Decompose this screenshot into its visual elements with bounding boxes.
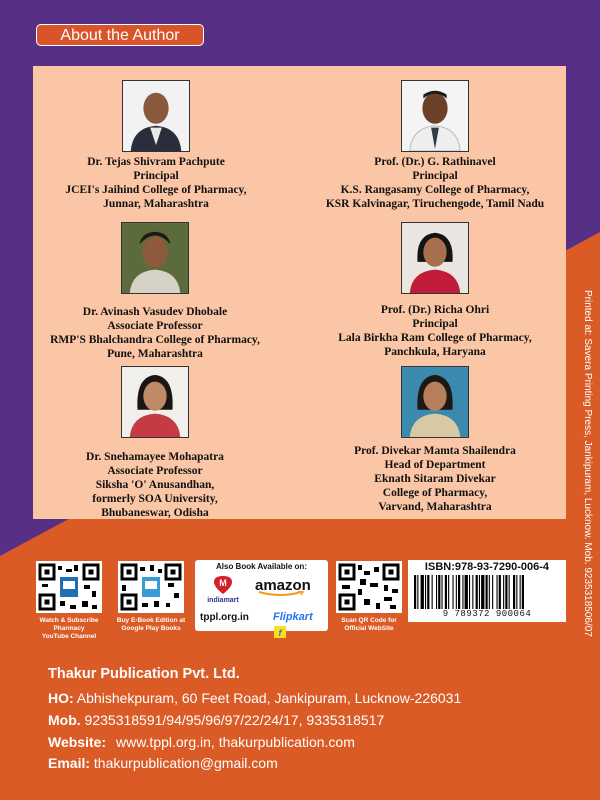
author-affiliation: Bhubaneswar, Odisha: [101, 507, 209, 519]
website-label: Website:: [48, 734, 107, 750]
author-role: Head of Department: [384, 459, 486, 471]
author-role: Associate Professor: [107, 465, 203, 477]
author-info: [5, 305, 305, 361]
author-info: [5, 450, 305, 520]
qr-code-google-books[interactable]: [118, 561, 184, 613]
flipkart-logo[interactable]: [273, 611, 328, 639]
isbn-digits: 9 789372 900064: [442, 609, 532, 619]
indiamart-icon: [212, 575, 234, 595]
mob-label: Mob.: [48, 712, 81, 728]
author-info: [285, 155, 585, 211]
author-affiliation: Pune, Maharashtra: [107, 348, 203, 360]
website-link[interactable]: www.tppl.org.in, thakurpublication.com: [115, 734, 355, 750]
author-affiliation: formerly SOA University,: [92, 493, 218, 505]
author-affiliation: Varvand, Maharashtra: [378, 501, 492, 513]
author-photo: [401, 80, 469, 152]
stores-title: Also Book Available on:: [216, 562, 307, 571]
mob-numbers: 9235318591/94/95/96/97/22/24/17, 9335318517: [84, 712, 385, 728]
author-affiliation: Junnar, Maharashtra: [103, 198, 209, 210]
author-name: Prof. (Dr.) G. Rathinavel: [374, 156, 496, 168]
author-affiliation: Panchkula, Haryana: [384, 346, 486, 358]
isbn-barcode: [408, 560, 566, 622]
author-name: Prof. (Dr.) Richa Ohri: [380, 304, 490, 316]
qr-caption: [329, 617, 409, 633]
author-affiliation: Lala Birkha Ram College of Pharmacy,: [338, 332, 532, 344]
qr-caption: [29, 617, 109, 641]
author-photo: [121, 366, 189, 438]
publisher-email: [48, 755, 278, 771]
author-affiliation: Siksha 'O' Anusandhan,: [95, 479, 215, 491]
flipkart-bag-icon: [273, 623, 287, 639]
publisher-name: Thakur Publication Pvt. Ltd.: [48, 666, 240, 682]
author-affiliation: KSR Kalvinagar, Tiruchengode, Tamil Nadu: [325, 198, 545, 210]
author-photo: [401, 222, 469, 294]
barcode-bars: [414, 575, 560, 609]
printer-note: Printed at: Savera Printing Press, Jankipuram, Lucknow. Mob. 9235318506/07: [582, 290, 593, 637]
qr-code-website[interactable]: [336, 561, 402, 613]
author-photo: [121, 222, 189, 294]
indiamart-label: indiamart: [207, 597, 239, 604]
email-link[interactable]: thakurpublication@gmail.com: [93, 755, 278, 771]
svg-text:M: M: [219, 578, 227, 588]
author-info: [285, 303, 585, 359]
author-info: [6, 155, 306, 211]
publisher-mobile: [48, 712, 384, 728]
qr-caption: [111, 617, 191, 633]
author-affiliation: K.S. Rangasamy College of Pharmacy,: [340, 184, 530, 196]
caption-line: Buy E-Book Edition at: [116, 617, 186, 624]
caption-line: Watch & Subscribe: [39, 617, 99, 624]
author-affiliation: Eknath Sitaram Divekar: [374, 473, 496, 485]
caption-line: Official WebSite: [344, 625, 394, 632]
ho-address: Abhishekpuram, 60 Feet Road, Jankipuram, Lucknow-226031: [76, 690, 462, 706]
email-label: Email:: [48, 755, 91, 771]
author-affiliation: RMP'S Bhalchandra College of Pharmacy,: [50, 334, 260, 346]
author-role: Principal: [133, 170, 179, 182]
about-author-heading: About the Author: [36, 24, 204, 46]
svg-text:f: f: [278, 628, 282, 638]
isbn-label: ISBN:978-93-7290-006-4: [424, 561, 550, 573]
caption-line: Pharmacy: [53, 625, 85, 632]
author-affiliation: JCEI's Jaihind College of Pharmacy,: [65, 184, 247, 196]
author-role: Associate Professor: [107, 320, 203, 332]
ho-label: HO:: [48, 690, 74, 706]
amazon-label: amazon: [255, 577, 311, 594]
author-name: Dr. Avinash Vasudev Dhobale: [82, 306, 228, 318]
author-name: Prof. Divekar Mamta Shailendra: [354, 445, 516, 457]
author-role: Principal: [412, 170, 458, 182]
caption-line: YouTube Channel: [41, 633, 97, 640]
author-info: [285, 444, 585, 514]
flipkart-label: Flipkart: [273, 611, 313, 623]
amazon-logo[interactable]: [255, 577, 311, 597]
qr-code-youtube[interactable]: [36, 561, 102, 613]
indiamart-logo[interactable]: [201, 575, 245, 604]
author-photo: [401, 366, 469, 438]
author-affiliation: College of Pharmacy,: [382, 487, 488, 499]
author-role: Principal: [412, 318, 458, 330]
tppl-link[interactable]: tppl.org.in: [200, 612, 249, 623]
stores-box: [195, 560, 328, 638]
author-photo: [122, 80, 190, 152]
caption-line: Scan QR Code for: [341, 617, 397, 624]
publisher-ho: [48, 690, 461, 706]
author-name: Dr. Tejas Shivram Pachpute: [87, 156, 225, 168]
publisher-website: [48, 734, 355, 750]
caption-line: Google Play Books: [121, 625, 181, 632]
author-name: Dr. Snehamayee Mohapatra: [86, 451, 224, 463]
